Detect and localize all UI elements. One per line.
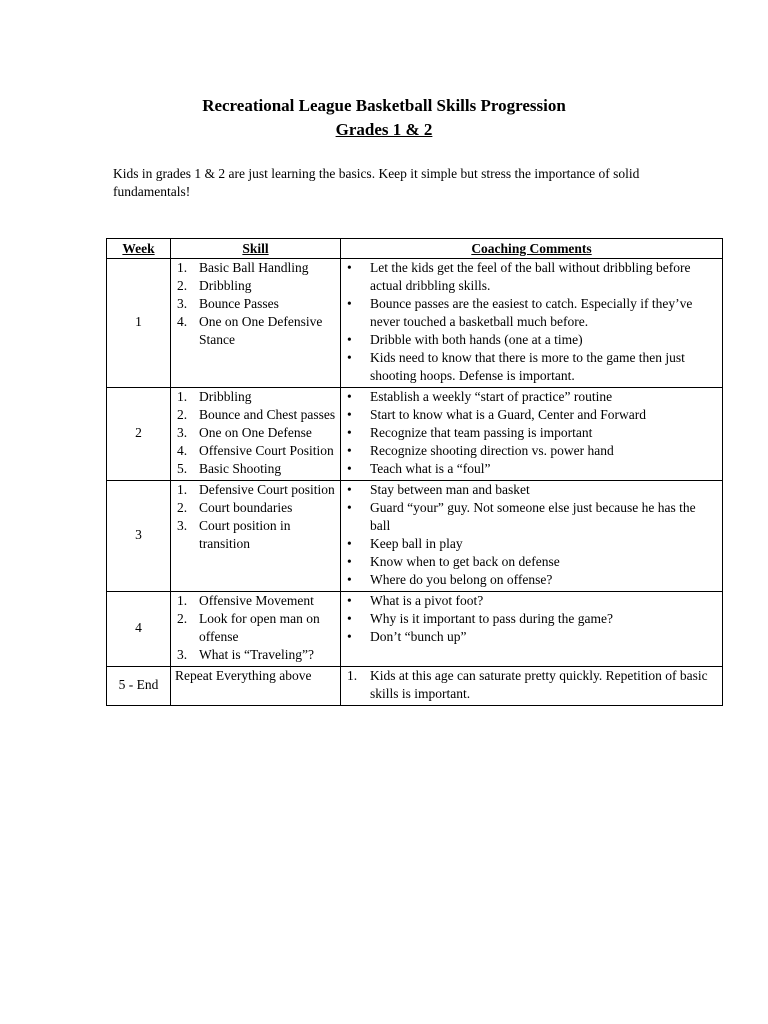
bullet-icon: •	[347, 593, 352, 608]
table-row	[107, 259, 723, 388]
bullet-icon: •	[347, 629, 352, 644]
coaching-comments-cell	[341, 481, 723, 592]
comment-item	[345, 295, 718, 331]
bullet-icon: •	[347, 443, 352, 458]
comment-item	[345, 331, 718, 349]
skill-item	[175, 295, 336, 313]
week-cell: 3	[107, 481, 171, 592]
skills-progression-table	[106, 238, 723, 706]
coaching-comments-cell	[341, 259, 723, 388]
skill-cell	[171, 259, 341, 388]
coaching-comments-cell	[341, 592, 723, 667]
comment-text: What is a pivot foot?	[370, 593, 484, 608]
list-number: 1.	[177, 260, 188, 275]
week-cell: 2	[107, 388, 171, 481]
comment-text: Establish a weekly “start of practice” routine	[370, 389, 613, 404]
header-skill: Skill	[171, 239, 341, 259]
list-number: 1.	[177, 482, 188, 497]
list-number: 3.	[177, 518, 188, 533]
comment-list	[345, 388, 718, 478]
list-number: 1.	[177, 593, 188, 608]
list-number: 4.	[177, 443, 188, 458]
skill-item	[175, 388, 336, 406]
comment-text: Recognize that team passing is important	[370, 425, 593, 440]
coaching-comments-cell	[341, 667, 723, 706]
header-coaching-comments: Coaching Comments	[341, 239, 723, 259]
bullet-icon: •	[347, 296, 352, 311]
comment-item	[345, 667, 718, 703]
skill-item	[175, 442, 336, 460]
comment-item	[345, 592, 718, 610]
skill-cell	[171, 388, 341, 481]
skill-text: Look for open man on offense	[199, 611, 320, 644]
table-row	[107, 667, 723, 706]
bullet-icon: •	[347, 482, 352, 497]
list-number: 2.	[177, 407, 188, 422]
skill-text: Bounce Passes	[199, 296, 279, 311]
bullet-icon: •	[347, 572, 352, 587]
comment-text: Keep ball in play	[370, 536, 463, 551]
header-week: Week	[107, 239, 171, 259]
list-number: 1.	[177, 389, 188, 404]
skill-text: One on One Defense	[199, 425, 312, 440]
skill-list	[175, 259, 336, 349]
comment-text: Recognize shooting direction vs. power hand	[370, 443, 614, 458]
comment-text: Guard “your” guy. Not someone else just because he has the ball	[370, 500, 696, 533]
skill-text: Court boundaries	[199, 500, 293, 515]
skill-item	[175, 460, 336, 478]
list-number: 3.	[177, 647, 188, 662]
list-number: 3.	[177, 425, 188, 440]
skill-item	[175, 499, 336, 517]
comment-item	[345, 571, 718, 589]
skill-item	[175, 313, 336, 349]
skill-text: Basic Ball Handling	[199, 260, 309, 275]
list-number: 2.	[177, 500, 188, 515]
comment-item	[345, 499, 718, 535]
week-cell: 1	[107, 259, 171, 388]
comment-item	[345, 442, 718, 460]
skill-text: Court position in transition	[199, 518, 291, 551]
comment-item	[345, 481, 718, 499]
list-number: 1.	[347, 668, 358, 683]
table-body	[107, 259, 723, 706]
skill-text: Offensive Movement	[199, 593, 314, 608]
skill-cell	[171, 592, 341, 667]
table-header-row	[107, 239, 723, 259]
comment-text: Kids need to know that there is more to the game then just shooting hoops. Defense is important.	[370, 350, 685, 383]
skill-item	[175, 646, 336, 664]
comment-item	[345, 628, 718, 646]
skill-item	[175, 517, 336, 553]
skill-list	[175, 592, 336, 664]
comment-text: Let the kids get the feel of the ball without dribbling before actual dribbling skills.	[370, 260, 691, 293]
skill-item	[175, 424, 336, 442]
bullet-icon: •	[347, 332, 352, 347]
comment-item	[345, 259, 718, 295]
comment-text: Bounce passes are the easiest to catch. Especially if they’ve never touched a basketball much before.	[370, 296, 693, 329]
comment-text: Stay between man and basket	[370, 482, 530, 497]
comment-text: Start to know what is a Guard, Center and Forward	[370, 407, 646, 422]
skill-item	[175, 277, 336, 295]
comment-text: Don’t “bunch up”	[370, 629, 467, 644]
skill-item	[175, 481, 336, 499]
intro-paragraph: Kids in grades 1 & 2 are just learning the basics. Keep it simple but stress the importance of solid fundamentals!	[113, 166, 640, 199]
bullet-icon: •	[347, 500, 352, 515]
bullet-icon: •	[347, 536, 352, 551]
skill-cell: Repeat Everything above	[171, 667, 341, 706]
comment-text: Where do you belong on offense?	[370, 572, 553, 587]
comment-list	[345, 667, 718, 703]
document-subtitle: Grades 1 & 2	[335, 120, 433, 139]
skill-item	[175, 592, 336, 610]
list-number: 3.	[177, 296, 188, 311]
skill-text: Dribbling	[199, 389, 252, 404]
comment-list	[345, 481, 718, 589]
comment-item	[345, 535, 718, 553]
list-number: 2.	[177, 278, 188, 293]
bullet-icon: •	[347, 554, 352, 569]
skill-list	[175, 388, 336, 478]
comment-text: Kids at this age can saturate pretty quickly. Repetition of basic skills is important.	[370, 668, 708, 701]
comment-text: Why is it important to pass during the game?	[370, 611, 613, 626]
bullet-icon: •	[347, 461, 352, 476]
comment-item	[345, 460, 718, 478]
bullet-icon: •	[347, 350, 352, 365]
skill-text: Defensive Court position	[199, 482, 335, 497]
comment-item	[345, 610, 718, 628]
table-row	[107, 592, 723, 667]
table-row	[107, 481, 723, 592]
comment-item	[345, 406, 718, 424]
skill-item	[175, 610, 336, 646]
bullet-icon: •	[347, 389, 352, 404]
skill-text: Bounce and Chest passes	[199, 407, 336, 422]
comment-item	[345, 349, 718, 385]
coaching-comments-cell	[341, 388, 723, 481]
skill-text: What is “Traveling”?	[199, 647, 314, 662]
list-number: 2.	[177, 611, 188, 626]
comment-text: Teach what is a “foul”	[370, 461, 491, 476]
comment-list	[345, 259, 718, 385]
comment-text: Dribble with both hands (one at a time)	[370, 332, 583, 347]
skill-text: One on One Defensive Stance	[199, 314, 323, 347]
comment-item	[345, 424, 718, 442]
bullet-icon: •	[347, 611, 352, 626]
week-cell: 5 - End	[107, 667, 171, 706]
comment-item	[345, 388, 718, 406]
skill-cell	[171, 481, 341, 592]
bullet-icon: •	[347, 407, 352, 422]
skill-text: Dribbling	[199, 278, 252, 293]
comment-item	[345, 553, 718, 571]
comment-text: Know when to get back on defense	[370, 554, 560, 569]
document-title: Recreational League Basketball Skills Progression	[202, 96, 566, 115]
week-cell: 4	[107, 592, 171, 667]
skill-item	[175, 259, 336, 277]
comment-list	[345, 592, 718, 646]
list-number: 4.	[177, 314, 188, 329]
skill-item	[175, 406, 336, 424]
skill-list	[175, 481, 336, 553]
list-number: 5.	[177, 461, 188, 476]
bullet-icon: •	[347, 260, 352, 275]
table-row	[107, 388, 723, 481]
bullet-icon: •	[347, 425, 352, 440]
skill-text: Basic Shooting	[199, 461, 282, 476]
skill-text: Offensive Court Position	[199, 443, 334, 458]
